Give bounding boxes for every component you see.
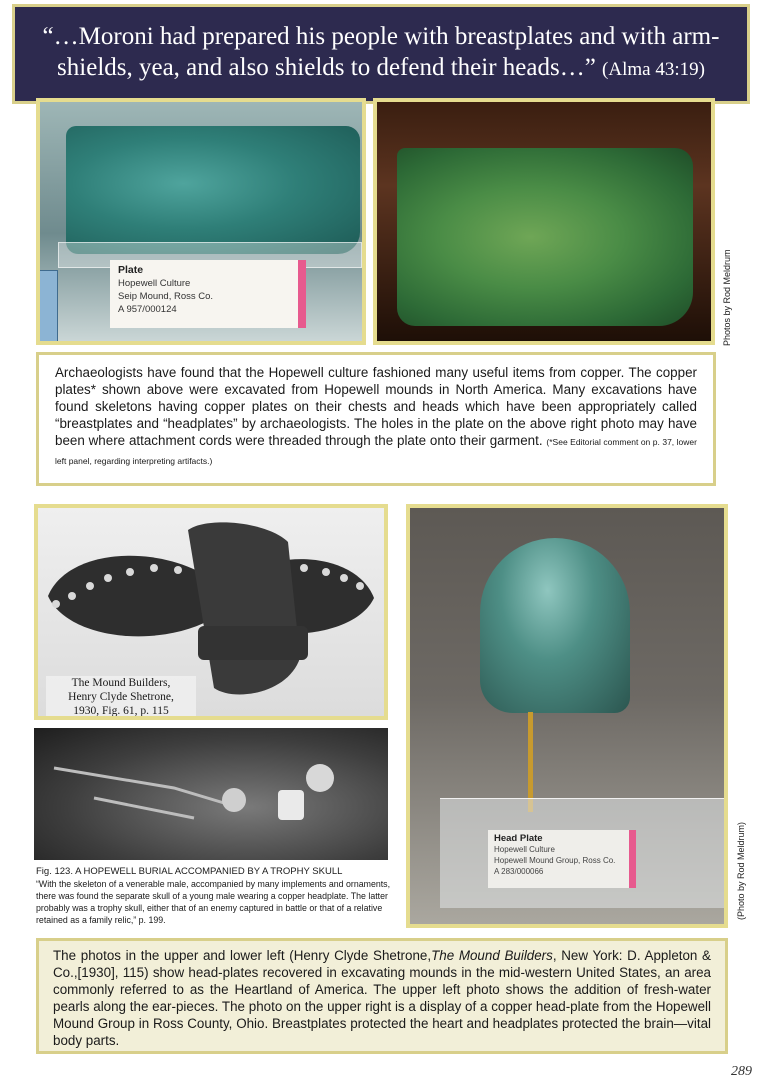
editorial-note: (*See Editorial comment on p. 37, lower left panel, regarding interpreting artifacts.) — [55, 437, 697, 466]
blue-marker — [36, 270, 58, 344]
quote-banner — [12, 4, 750, 104]
copper-plate-photo-right — [373, 98, 715, 345]
museum-label-head-plate — [488, 830, 636, 888]
copper-plate — [66, 126, 360, 254]
head-plate-photo — [406, 504, 728, 928]
label-line: A 283/000066 — [494, 867, 544, 876]
display-rod — [528, 712, 533, 812]
label-line: Seip Mound, Ross Co. — [118, 291, 214, 302]
label-line: Hopewell Culture — [118, 278, 191, 289]
description-box-2: The photos in the upper and lower left (Henry Clyde Shetrone,The Mound Builders, New York: D. Appleton & Co.,[1930], 115) show head-plates recovered in excavating mounds in the mid-western United States, an area commonly referred to as the Heartland of America. The upper left photo shows the addition of fresh-water pearls along the ear-pieces. The photo on the upper right is a display of a copper head-plate from the Hopewell Mound Group in Ross County, Ohio. Breastplates protected the heart and headplates protected the brain—vital body parts. — [36, 938, 728, 1054]
headplate-bw-photo — [34, 504, 388, 720]
banner-reference: (Alma 43:19) — [602, 59, 705, 80]
page-number: 289 — [731, 1064, 752, 1079]
label-line: A 957/000124 — [118, 304, 177, 315]
label-line: Hopewell Mound Group, Ross Co. — [494, 856, 616, 865]
figure-title: Fig. 123. A HOPEWELL BURIAL ACCOMPANIED BY A TROPHY SKULL — [36, 866, 343, 877]
label-title: Plate — [118, 264, 144, 276]
label-line: Hopewell Culture — [494, 845, 555, 854]
description-box-1 — [36, 352, 716, 486]
description-text: Archaeologists have found that the Hopewell culture fashioned many useful items from copper. The copper plates* shown above were excavated from Hopewell mounds in North America. Many excavations have found skeletons having copper plates on their chests and heads which have been appropriately called “breastplates and “headplates” by archaeologists. The holes in the plate on the above right photo may have been where attachment cords were threaded through the plate onto their garment. — [55, 365, 697, 448]
book-title: The Mound Builders — [431, 948, 553, 963]
copper-head-plate — [480, 538, 630, 713]
figure-caption-text: “With the skeleton of a venerable male, accompanied by many implements and ornaments, there was found the separate skull of a young male wearing a copper headplate. The latter probably was a trophy skull, either that of an enemy captured in battle or that of a relative retained as a family relic,” p. 199. — [36, 879, 391, 925]
banner-quote: “…Moroni had prepared his people with breastplates and with arm-shields, yea, and also shields to defend their heads…” — [42, 23, 720, 81]
copper-plate — [397, 148, 693, 326]
museum-label-plate — [110, 260, 306, 328]
copper-plate-photo-left — [36, 98, 366, 345]
figure-caption — [36, 866, 396, 926]
burial-bw-photo — [34, 728, 388, 860]
photo-credit-top: Photos by Rod Meldrum — [722, 249, 732, 346]
bw-photo-caption: The Mound Builders, Henry Clyde Shetrone, 1930, Fig. 61, p. 115 — [46, 676, 196, 718]
burial-illustration — [34, 728, 388, 860]
photo-credit-bottom: (Photo by Rod Meldrum) — [736, 821, 746, 920]
label-title: Head Plate — [494, 833, 543, 844]
